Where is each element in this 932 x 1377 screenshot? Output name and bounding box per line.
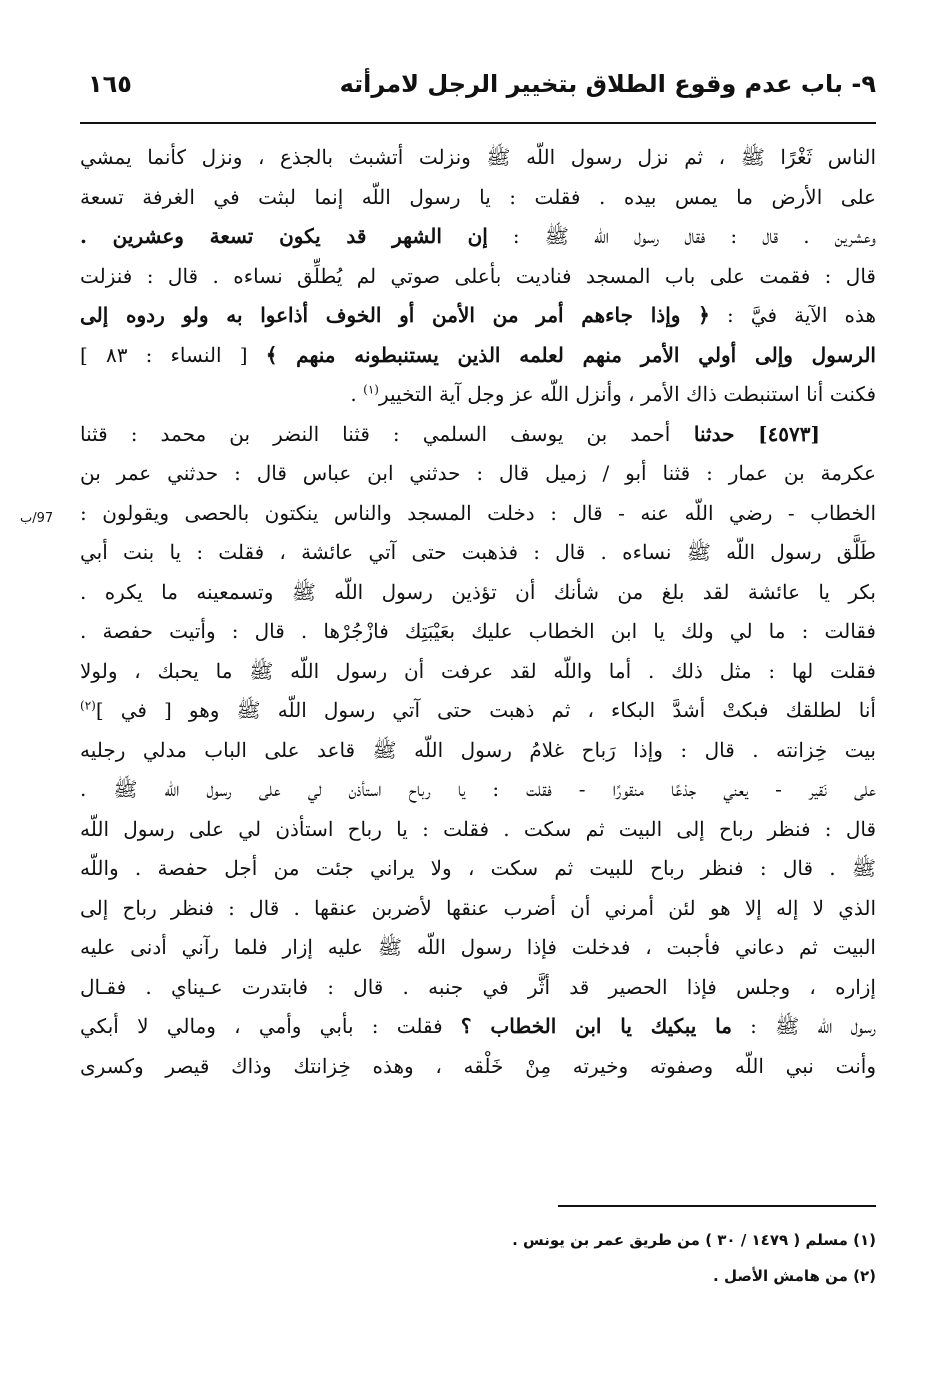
text-line <box>80 1007 876 1047</box>
hadith-quote: ما يبكيك يا ابن الخطاب ؟ <box>460 1014 732 1038</box>
text-line: البيت ثم دعاني فأجبت ، فدخلت فإذا رسول اللّه ﷺ عليه إزار فلما رآني أدنى عليه <box>80 935 876 959</box>
text-line: على نَقير - يعني جذعًا منقورًا - فقلت : يا رباح استأذن لي على رسول اللّه ﷺ . <box>80 777 876 801</box>
verse-reference: [ النساء : ٨٣ ] <box>80 342 266 367</box>
footnote-1: (١) مسلم ( ١٤٧٩ / ٣٠ ) من طريق عمر بن يونس . <box>512 1231 876 1249</box>
text-span: وعشرين . قال : فقال رسول اللّه ﷺ : <box>487 224 876 248</box>
text-line: الناس ثَغْرًا ﷺ ، ثم نزل رسول اللّه ﷺ ونزلت أتشبث بالجذع ، ونزل كأنما يمشي <box>80 145 876 169</box>
footnote-marker: (٢) <box>80 698 96 713</box>
text-line: بكر يا عائشة لقد بلغ من شأنك أن تؤذين رسول اللّه ﷺ وتسمعينه ما يكره . <box>80 579 876 604</box>
text-line <box>80 415 876 455</box>
text-span: . <box>350 382 364 406</box>
text-span: رسول اللّه ﷺ : <box>731 1014 876 1038</box>
text-span: فقلت : بأبي وأمي ، ومالي لا أبكي <box>80 1014 461 1038</box>
text-line: عكرمة بن عمار : قثنا أبو / زميل قال : حدثني ابن عباس قال : حدثني عمر بن <box>80 461 876 485</box>
text-line: طَلَّق رسول اللّه ﷺ نساءه . قال : فذهبت حتى آتي عائشة ، فقلت : يا بنت أبي <box>80 540 876 564</box>
text-line: على الأرض ما يمس بيده . فقلت : يا رسول اللّه إنما لبثت في الغرفة تسعة <box>80 184 876 209</box>
manuscript-folio-note: 97/ب <box>20 511 54 526</box>
text-line: الذي لا إله إلا هو لئن أمرني أن أضرب عنقها لأضربن عنقها . قال : فنظر رباح إلى <box>80 895 876 920</box>
text-line <box>80 336 876 376</box>
quran-verse: ﴿ وإذا جاءهم أمر من الأمن أو الخوف أذاعوا به ولو ردوه إلى <box>80 303 710 327</box>
chapter-title: ٩- باب عدم وقوع الطلاق بتخيير الرجل لامرأته <box>339 70 876 98</box>
text-line: وأنت نبي اللّه وصفوته وخيرته مِنْ خَلْقه ، وهذه خِزانتك وذاك قيصر وكسرى <box>80 1053 876 1078</box>
text-line <box>80 691 876 731</box>
text-span: هذه الآية فيَّ : <box>709 303 876 327</box>
text-line: الخطاب - رضي اللّه عنه - قال : دخلت المسجد والناس ينكتون بالحصى ويقولون : <box>80 500 876 525</box>
page-number: ١٦٥ <box>88 70 132 98</box>
text-line <box>80 217 876 257</box>
text-line: بيت خِزانته . قال : وإذا رَباح غلامُ رسول اللّه ﷺ قاعد على الباب مدلي رجليه <box>80 737 876 762</box>
text-line: ﷺ . قال : فنظر رباح للبيت ثم سكت ، ولا يراني جئت من أجل حفصة . واللّه <box>80 856 876 880</box>
text-span: أحمد بن يوسف السلمي : قثنا النضر بن محمد : قثنا <box>80 421 671 446</box>
text-line: إزاره ، وجلس فإذا الحصير قد أثَّر في جنبه . قال : فابتدرت عـيناي . فقـال <box>80 974 876 999</box>
text-span: فكنت أنا استنبطت ذاك الأمر ، وأنزل اللّه عز وجل آية التخيير <box>378 382 876 406</box>
header-divider <box>80 122 876 124</box>
text-line <box>80 375 876 415</box>
footnote-marker: (١) <box>363 382 379 397</box>
hadith-number: [٤٥٧٣] حدثنا <box>670 421 820 446</box>
text-line: قال : فقمت على باب المسجد فناديت بأعلى صوتي لم يُطلِّق نساءه . قال : فنزلت <box>80 263 876 288</box>
text-span: أنا لطلقك فبكتْ أشدَّ البكاء ، ثم ذهبت حتى آتي رسول اللّه ﷺ وهو [ في ] <box>95 698 876 722</box>
main-text <box>80 138 876 1086</box>
footnote-2: (٢) من هامش الأصل . <box>713 1267 876 1285</box>
footnote-divider <box>558 1205 876 1207</box>
text-line <box>80 296 876 336</box>
hadith-quote: إن الشهر قد يكون تسعة وعشرين . <box>80 224 488 248</box>
text-line: قال : فنظر رباح إلى البيت ثم سكت . فقلت : يا رباح استأذن لي على رسول اللّه <box>80 816 876 841</box>
quran-verse: الرسول وإلى أولي الأمر منهم لعلمه الذين يستنبطونه منهم ﴾ <box>265 342 876 367</box>
text-line: فقلت لها : مثل ذلك . أما واللّه لقد عرفت أن رسول اللّه ﷺ ما يحبك ، ولولا <box>80 658 876 683</box>
footnotes <box>80 1222 876 1294</box>
text-line: فقالت : ما لي ولك يا ابن الخطاب عليك بعَيْبَتِك فازْجُرْها . قال : وأتيت حفصة . <box>80 619 876 643</box>
page-header <box>80 70 876 114</box>
